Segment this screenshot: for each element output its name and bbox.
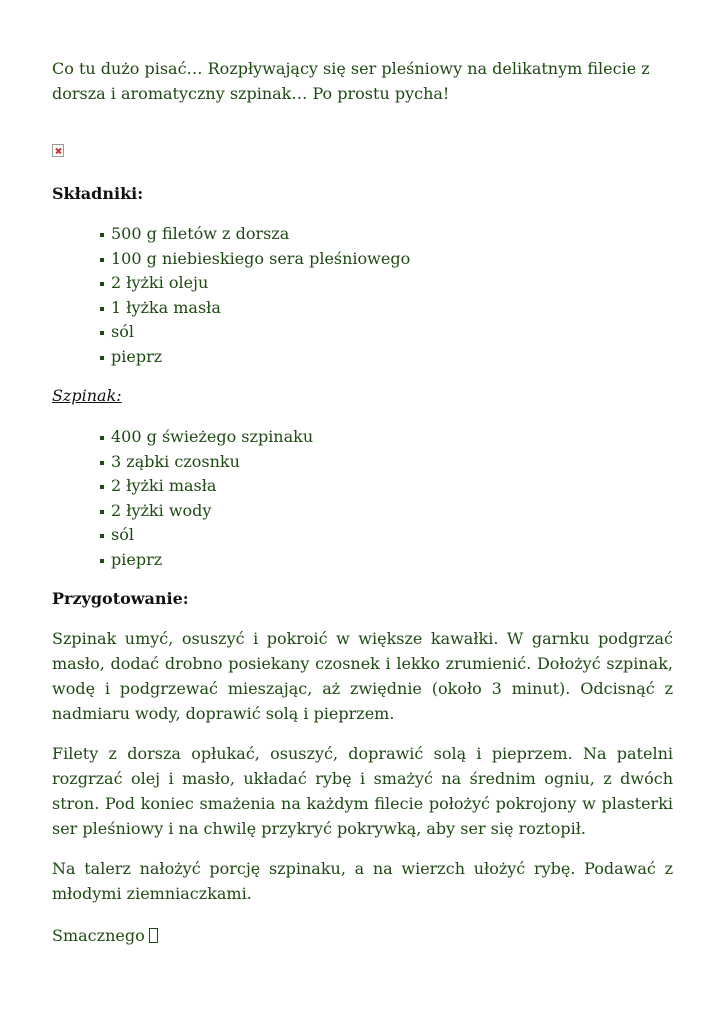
closing-line — [52, 925, 158, 947]
spinach-heading: Szpinak: — [52, 386, 122, 405]
ingredients-list — [100, 222, 410, 370]
list-item: 3 ząbki czosnku — [100, 450, 313, 475]
list-item: 100 g niebieskiego sera pleśniowego — [100, 247, 410, 272]
step-paragraph: Szpinak umyć, osuszyć i pokroić w większe kawałki. W garnku podgrzać masło, dodać drobno posiekany czosnek i lekko zrumienić. Dołożyć szpinak, wodę i podgrzewać mieszając, aż zwiędnie (około 3 minut). Odcisnąć z nadmiaru wody, doprawić solą i pieprzem. — [52, 629, 673, 723]
preparation-heading: Przygotowanie: — [52, 589, 189, 608]
step-paragraph: Filety z dorsza opłukać, osuszyć, doprawić solą i pieprzem. Na patelni rozgrzać olej i masło, układać rybę i smażyć na średnim ogniu, z dwóch stron. Pod koniec smażenia na każdym filecie położyć pokrojony w plasterki ser pleśniowy i na chwilę przykryć pokrywką, aby ser się roztopił. — [52, 744, 673, 838]
ingredients-heading: Składniki: — [52, 184, 144, 203]
broken-image-icon — [52, 144, 64, 157]
list-item: 500 g filetów z dorsza — [100, 222, 410, 247]
closing-text: Smacznego — [52, 926, 145, 945]
list-item: 1 łyżka masła — [100, 296, 410, 321]
list-item: sól — [100, 320, 410, 345]
step-paragraph: Na talerz nałożyć porcję szpinaku, a na wierzch ułożyć rybę. Podawać z młodymi ziemniaczkami. — [52, 859, 673, 903]
list-item: 2 łyżki masła — [100, 474, 313, 499]
list-item: pieprz — [100, 548, 313, 573]
list-item: 2 łyżki wody — [100, 499, 313, 524]
list-item: sól — [100, 523, 313, 548]
intro-paragraph: Co tu dużo pisać… Rozpływający się ser pleśniowy na delikatnym filecie z dorsza i aromatyczny szpinak… Po prostu pycha! — [52, 59, 650, 103]
list-item: 2 łyżki oleju — [100, 271, 410, 296]
spinach-list — [100, 425, 313, 573]
list-item: pieprz — [100, 345, 410, 370]
missing-glyph-icon — [149, 928, 158, 943]
list-item: 400 g świeżego szpinaku — [100, 425, 313, 450]
